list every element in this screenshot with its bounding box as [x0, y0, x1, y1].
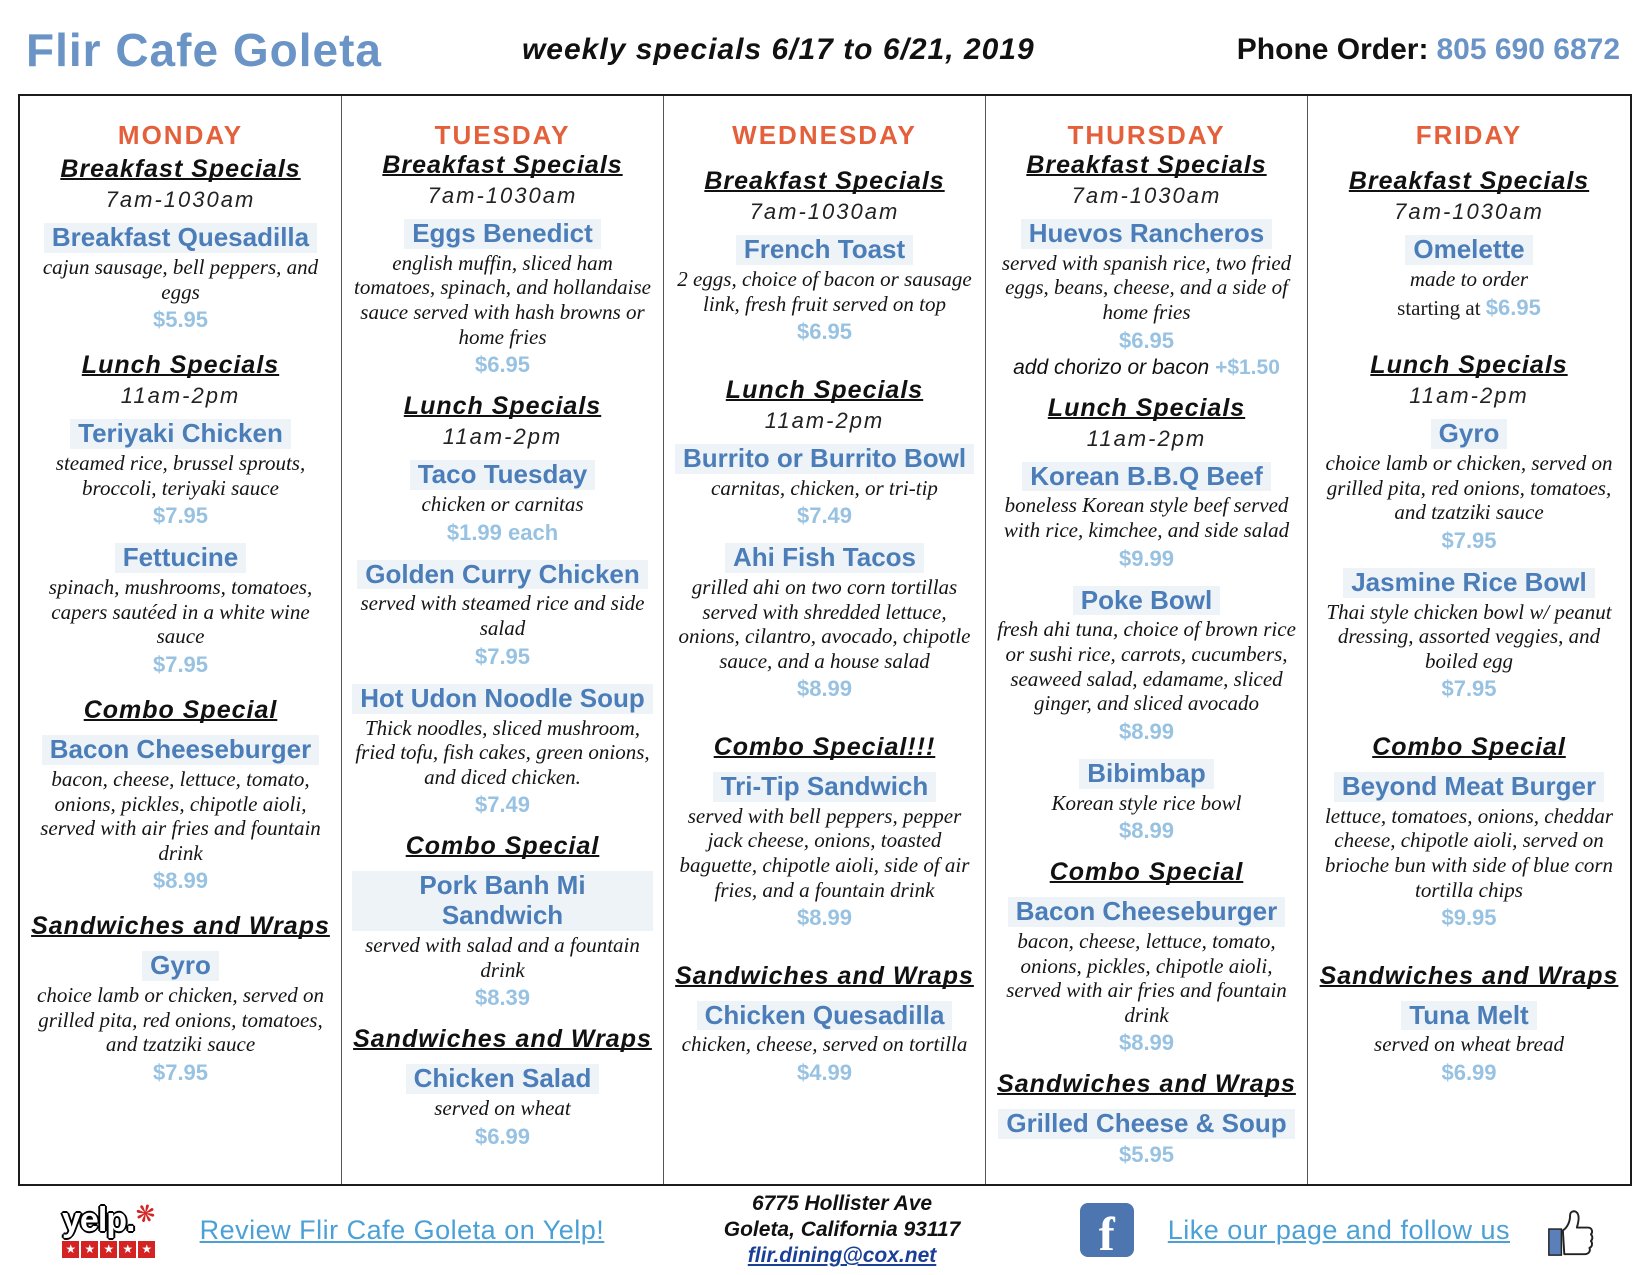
item-name: Bacon Cheeseburger — [42, 735, 320, 765]
phone-order — [1237, 33, 1620, 67]
item-price — [30, 1060, 331, 1086]
day-title: THURSDAY — [1067, 120, 1226, 150]
item-name: Fettucine — [115, 543, 247, 573]
item-price — [996, 546, 1297, 572]
item-desc: bacon, cheese, lettuce, tomato, onions, pickles, chipotle aioli, served with air fries and fountain drink — [40, 766, 321, 865]
item-desc: fresh ahi tuna, choice of brown rice or sushi rice, carrots, cucumbers, seaweed salad, edamame, sliced ginger, and sliced avocado — [997, 617, 1296, 716]
day-title: WEDNESDAY — [732, 120, 917, 150]
day-column-friday — [1308, 96, 1630, 1184]
price-value: $8.39 — [474, 985, 531, 1011]
menu-section — [674, 376, 975, 717]
item-desc: Thick noodles, sliced mushroom, fried tofu, fish cakes, green onions, and diced chicken. — [355, 715, 650, 789]
item-price — [30, 652, 331, 678]
menu-item — [674, 235, 975, 345]
menu-section — [1318, 167, 1620, 334]
header — [0, 0, 1650, 94]
price-value: $6.95 — [796, 319, 853, 345]
footer — [0, 1186, 1650, 1274]
section-heading: Sandwiches and Wraps — [997, 1070, 1296, 1099]
menu-item — [30, 951, 331, 1086]
menu-section — [30, 696, 331, 908]
section-heading: Sandwiches and Wraps — [675, 961, 974, 990]
yelp-word: yelp. — [62, 1200, 135, 1239]
day-column-wednesday — [664, 96, 986, 1184]
menu-item — [996, 897, 1297, 1056]
menu-item — [1318, 419, 1620, 554]
item-name: Hot Udon Noodle Soup — [352, 684, 653, 714]
address-line-1: 6775 Hollister Ave — [751, 1191, 933, 1215]
section-time: 7am-1030am — [749, 199, 900, 225]
item-name: Tri-Tip Sandwich — [713, 772, 937, 802]
menu-section — [30, 351, 331, 692]
price-value: $7.49 — [796, 503, 853, 529]
yelp-logo-icon — [62, 1198, 159, 1258]
item-desc: Korean style rice bowl — [1051, 790, 1242, 815]
item-name: Grilled Cheese & Soup — [998, 1109, 1294, 1139]
menu-item — [1318, 568, 1620, 703]
item-name: Pork Banh Mi Sandwich — [352, 871, 653, 931]
star-icon — [119, 1241, 136, 1258]
day-column-monday — [20, 96, 342, 1184]
item-price — [996, 1030, 1297, 1056]
menu-item — [352, 684, 653, 819]
section-heading: Combo Special!!! — [713, 732, 936, 761]
yelp-block — [62, 1198, 605, 1258]
item-price — [1318, 295, 1620, 321]
item-desc: served with bell peppers, pepper jack cheese, onions, toasted baguette, chipotle aioli, side of air fries, and a fountain drink — [679, 803, 970, 902]
item-price — [352, 1124, 653, 1150]
menu-section — [996, 151, 1297, 394]
item-extra — [996, 356, 1297, 380]
item-desc: bacon, cheese, lettuce, tomato, onions, pickles, chipotle aioli, served with air fries and fountain drink — [1006, 929, 1287, 1027]
price-value: $8.99 — [796, 676, 853, 702]
item-price — [1318, 1060, 1620, 1086]
menu-section — [996, 1070, 1297, 1182]
menu-item — [996, 1109, 1297, 1168]
page-title: Flir Cafe Goleta — [26, 24, 382, 76]
menu-section — [674, 167, 975, 359]
menu-item — [1318, 772, 1620, 931]
price-value: $1.99 each — [446, 519, 559, 545]
item-name: Eggs Benedict — [404, 219, 601, 249]
star-icon — [81, 1241, 98, 1258]
section-time: 7am-1030am — [427, 183, 578, 208]
price-value: $7.95 — [152, 1059, 209, 1085]
day-title: MONDAY — [117, 120, 244, 150]
price-value: $8.99 — [1118, 818, 1175, 844]
item-desc: served with steamed rice and side salad — [360, 591, 645, 641]
section-heading: Breakfast Specials — [382, 151, 623, 179]
menu-box — [18, 94, 1632, 1186]
section-time: 7am-1030am — [105, 187, 256, 213]
item-name: Golden Curry Chicken — [357, 560, 648, 590]
item-price — [996, 328, 1297, 354]
price-value: $8.99 — [152, 868, 209, 894]
item-name: Tuna Melt — [1401, 1001, 1536, 1031]
item-desc: english muffin, sliced ham tomatoes, spinach, and hollandaise sauce served with hash browns or home fries — [354, 250, 651, 349]
menu-section — [352, 151, 653, 392]
item-name: Burrito or Burrito Bowl — [675, 444, 974, 474]
section-heading: Lunch Specials — [725, 375, 924, 404]
item-name: Bacon Cheeseburger — [1008, 897, 1286, 927]
price-value: $6.95 — [1118, 327, 1175, 353]
menu-item — [996, 759, 1297, 844]
item-price — [352, 792, 653, 818]
item-price — [674, 905, 975, 931]
price-value: $7.49 — [474, 792, 531, 818]
facebook-like-link[interactable]: Like our page and follow us — [1167, 1214, 1510, 1245]
menu-section — [674, 962, 975, 1100]
section-heading: Lunch Specials — [1370, 351, 1568, 380]
item-name: Taco Tuesday — [410, 460, 596, 490]
section-heading: Combo Special — [405, 832, 600, 861]
item-price — [1318, 528, 1620, 554]
price-value: $5.95 — [1118, 1142, 1175, 1168]
menu-item — [674, 444, 975, 529]
thumbs-up-icon — [1544, 1201, 1602, 1259]
menu-section — [1318, 733, 1620, 945]
price-value: $8.99 — [796, 905, 853, 931]
email-link[interactable]: flir.dining@cox.net — [747, 1244, 937, 1268]
menu-item — [674, 772, 975, 931]
menu-item — [674, 1001, 975, 1086]
section-heading: Combo Special — [83, 696, 278, 725]
item-desc: 2 eggs, choice of bacon or sausage link, fresh fruit served on top — [677, 267, 972, 316]
section-time: 11am-2pm — [442, 424, 563, 450]
menu-item — [996, 586, 1297, 745]
menu-item — [30, 543, 331, 678]
item-price — [674, 1060, 975, 1086]
price-value: $6.99 — [474, 1123, 531, 1149]
menu-section — [996, 394, 1297, 859]
menu-section — [352, 1025, 653, 1163]
menu-section — [30, 912, 331, 1100]
yelp-stars-icon — [62, 1241, 155, 1258]
yelp-wordmark — [62, 1198, 159, 1239]
item-desc: steamed rice, brussel sprouts, broccoli, teriyaki sauce — [55, 451, 306, 500]
section-time: 11am-2pm — [764, 407, 885, 433]
item-name: Chicken Quesadilla — [697, 1001, 953, 1031]
price-value: $9.95 — [1441, 905, 1497, 931]
section-heading: Breakfast Specials — [1026, 151, 1267, 179]
item-desc: served on wheat — [434, 1095, 571, 1120]
menu-section — [352, 392, 653, 832]
price-value: $7.95 — [152, 503, 209, 529]
section-heading: Sandwiches and Wraps — [1319, 961, 1619, 990]
price-value: $8.99 — [1118, 1030, 1175, 1056]
item-name: Korean B.B.Q Beef — [1022, 462, 1271, 492]
item-price — [996, 818, 1297, 844]
item-name: Beyond Meat Burger — [1334, 772, 1604, 802]
item-desc: carnitas, chicken, or tri-tip — [711, 475, 938, 500]
section-time: 11am-2pm — [120, 383, 241, 409]
menu-item — [1318, 1001, 1620, 1086]
item-price — [352, 352, 653, 378]
address-block — [724, 1191, 961, 1270]
item-desc: chicken or carnitas — [421, 492, 584, 517]
item-desc: choice lamb or chicken, served on grilled pita, red onions, tomatoes, and tzatziki sauce — [37, 983, 324, 1057]
menu-item — [30, 223, 331, 333]
day-column-thursday — [986, 96, 1308, 1184]
section-heading: Sandwiches and Wraps — [353, 1025, 652, 1054]
price-value: $8.99 — [1118, 718, 1175, 744]
item-name: Bibimbap — [1079, 759, 1213, 789]
menu-item — [352, 871, 653, 1011]
item-price — [352, 985, 653, 1011]
item-price — [352, 520, 653, 546]
section-time: 7am-1030am — [1071, 183, 1222, 208]
item-desc: made to order — [1409, 267, 1529, 292]
section-heading: Lunch Specials — [1047, 393, 1246, 422]
item-price — [352, 644, 653, 670]
item-name: Teriyaki Chicken — [70, 419, 291, 449]
star-icon — [62, 1241, 79, 1258]
item-name: Omelette — [1405, 235, 1532, 265]
price-value: $7.95 — [474, 643, 531, 669]
menu-item — [996, 219, 1297, 380]
item-name: Ahi Fish Tacos — [725, 543, 924, 573]
menu-section — [996, 858, 1297, 1070]
item-desc: choice lamb or chicken, served on grilled pita, red onions, tomatoes, and tzatziki sauce — [1325, 451, 1613, 525]
facebook-icon[interactable] — [1080, 1203, 1134, 1257]
item-desc: grilled ahi on two corn tortillas served with shredded lettuce, onions, cilantro, avocado, chipotle sauce, and a house salad — [678, 575, 971, 673]
menu-item — [674, 543, 975, 702]
phone-order-label: Phone Order: — [1236, 33, 1429, 66]
menu-item — [1318, 235, 1620, 320]
item-name: Jasmine Rice Bowl — [1343, 568, 1595, 598]
item-price — [30, 503, 331, 529]
price-value: $4.99 — [796, 1059, 853, 1085]
extra-text: add chorizo or bacon — [1013, 355, 1216, 379]
section-heading: Sandwiches and Wraps — [31, 912, 330, 941]
price-value: $5.95 — [152, 307, 209, 333]
menu-item — [30, 419, 331, 529]
section-time: 11am-2pm — [1086, 425, 1207, 451]
menu-item — [352, 460, 653, 545]
price-value: $7.95 — [152, 651, 209, 677]
section-heading: Breakfast Specials — [60, 155, 301, 184]
menu-section — [1318, 351, 1620, 716]
menu-section — [1318, 962, 1620, 1100]
day-title: FRIDAY — [1415, 120, 1523, 150]
price-value: $7.95 — [1441, 527, 1497, 553]
item-name: Huevos Rancheros — [1021, 219, 1273, 249]
day-column-tuesday — [342, 96, 664, 1184]
price-value: $7.95 — [1441, 676, 1497, 702]
section-heading: Lunch Specials — [81, 351, 280, 380]
item-desc: served with salad and a fountain drink — [365, 932, 640, 982]
yelp-review-link[interactable]: Review Flir Cafe Goleta on Yelp! — [199, 1214, 605, 1245]
item-name: French Toast — [736, 235, 913, 265]
item-price — [30, 307, 331, 333]
item-desc: Thai style chicken bowl w/ peanut dressing, assorted veggies, and boiled egg — [1326, 599, 1612, 673]
phone-number: 805 690 6872 — [1436, 33, 1620, 66]
item-price — [996, 1142, 1297, 1168]
item-name: Gyro — [1431, 419, 1508, 449]
item-name: Poke Bowl — [1073, 586, 1220, 616]
menu-section — [30, 155, 331, 347]
address-line-2: Goleta, California 93117 — [723, 1217, 961, 1241]
item-price — [1318, 905, 1620, 931]
item-desc: spinach, mushrooms, tomatoes, capers sautéed in a white wine sauce — [48, 575, 313, 649]
section-time: 11am-2pm — [1409, 383, 1529, 409]
extra-price: +$1.50 — [1215, 355, 1280, 379]
section-time: 7am-1030am — [1394, 199, 1544, 225]
item-price — [996, 719, 1297, 745]
item-price — [674, 676, 975, 702]
price-value: $6.99 — [1441, 1059, 1497, 1085]
section-heading: Lunch Specials — [403, 392, 602, 421]
price-value: $6.95 — [474, 352, 531, 378]
item-desc: lettuce, tomatoes, onions, cheddar cheese, chipotle aioli, served on brioche bun with side of blue corn tortilla chips — [1324, 803, 1614, 902]
menu-item — [996, 462, 1297, 572]
item-price — [674, 319, 975, 345]
menu-item — [352, 219, 653, 378]
item-desc: boneless Korean style beef served with rice, kimchee, and side salad — [1003, 493, 1290, 543]
price-prefix: starting at — [1397, 295, 1486, 320]
section-heading: Breakfast Specials — [1348, 167, 1590, 196]
section-heading: Combo Special — [1372, 732, 1566, 761]
item-desc: chicken, cheese, served on tortilla — [681, 1032, 968, 1057]
item-name: Breakfast Quesadilla — [44, 223, 317, 253]
item-name: Gyro — [142, 951, 219, 981]
menu-item — [30, 735, 331, 894]
menu-section — [352, 832, 653, 1025]
day-title: TUESDAY — [434, 120, 571, 150]
price-value: $6.95 — [1485, 294, 1541, 320]
weekly-specials-subtitle: weekly specials 6/17 to 6/21, 2019 — [521, 33, 1035, 66]
item-desc: served on wheat bread — [1374, 1032, 1564, 1057]
section-heading: Breakfast Specials — [704, 167, 945, 196]
item-price — [30, 868, 331, 894]
star-icon — [100, 1241, 117, 1258]
section-heading: Combo Special — [1049, 858, 1244, 887]
item-desc: served with spanish rice, two fried eggs, beans, cheese, and a side of home fries — [1001, 250, 1292, 325]
price-value: $9.99 — [1118, 545, 1175, 571]
item-price — [674, 503, 975, 529]
menu-section — [674, 733, 975, 945]
menu-item — [352, 560, 653, 670]
yelp-burst-icon: ❋ — [132, 1198, 159, 1230]
menu-item — [352, 1064, 653, 1149]
item-price — [1318, 676, 1620, 702]
facebook-block — [1080, 1201, 1602, 1259]
item-name: Chicken Salad — [406, 1064, 600, 1094]
item-desc: cajun sausage, bell peppers, and eggs — [42, 255, 319, 304]
star-icon — [138, 1241, 155, 1258]
